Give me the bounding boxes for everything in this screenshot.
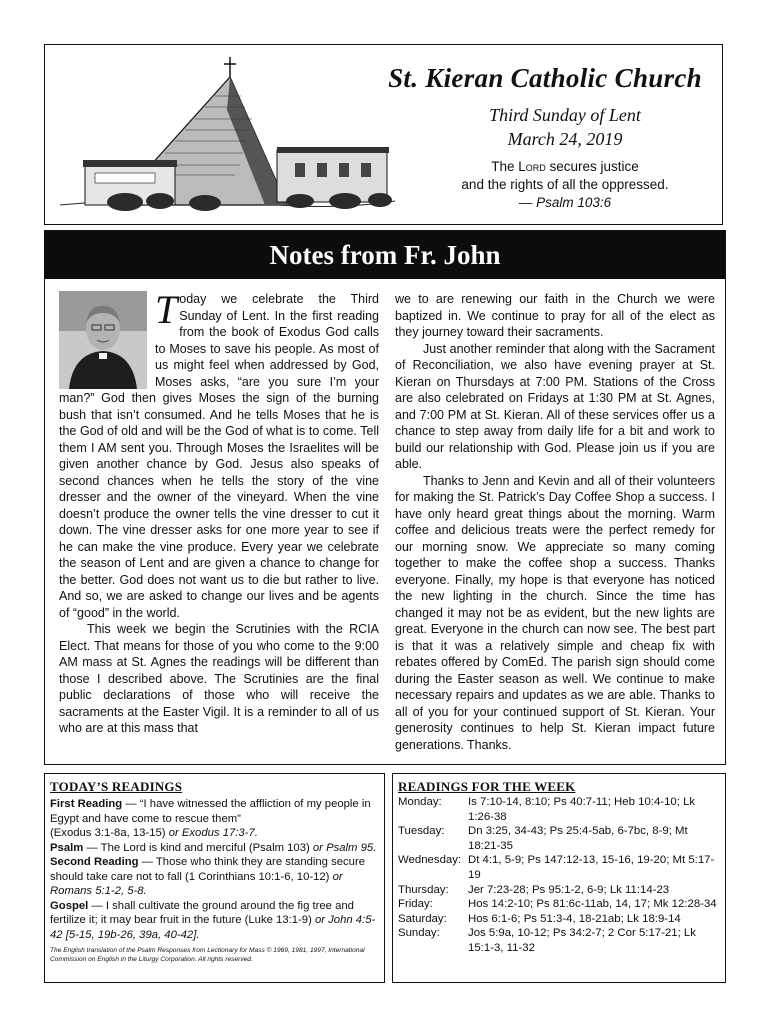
week-reading-row: Wednesday: Dt 4:1, 5-9; Ps 147:12-13, 15-16, 19-20; Mt 5:17-19: [398, 854, 715, 881]
notes-banner: [45, 231, 725, 279]
week-reading-row: Friday: Hos 14:2-10; Ps 81:6c-11ab, 14, 17; Mk 12:28-34: [398, 898, 717, 911]
notes-section: [44, 230, 726, 765]
psalm-reading: Psalm — The Lord is kind and merciful (Psalm 103) or Psalm 95.: [50, 841, 377, 854]
week-reading-row: Sunday: Jos 5:9a, 10-12; Ps 34:2-7; 2 Cor 5:17-21; Lk 15:1-3, 11-32: [398, 927, 696, 954]
notes-paragraph: Just another reminder that along with the Sacrament of Reconciliation, we also have evening prayer at St. Kieran on Thursdays at 7:00 PM. Stations of the Cross are also celebrated on Fridays at 1:30 PM at St. Agnes, and 7:00 PM at St. Kieran. All of these services offer us a chance to step away from daily life for a bit and work to build our relationship with God. Please join us if you are able.: [395, 341, 715, 471]
week-readings-box: [392, 773, 726, 983]
todays-readings-text: [50, 797, 379, 942]
bulletin-date: March 24, 2019: [507, 129, 623, 149]
todays-readings-heading: TODAY’S READINGS: [50, 779, 183, 794]
gospel-reading: Gospel — I shall cultivate the ground around the fig tree and fertilize it; it may bear fruit in the future (Luke 13:1-9) or John 4:5-42 [5-15, 19b-26, 39a, 40-42].: [50, 899, 376, 941]
notes-column-left: [59, 287, 379, 737]
notes-title: Notes from Fr. John: [269, 239, 501, 270]
week-readings-heading: READINGS FOR THE WEEK: [398, 779, 576, 794]
bulletin-header: [44, 44, 723, 225]
week-reading-row: Thursday: Jer 7:23-28; Ps 95:1-2, 6-9; Lk 11:14-23: [398, 883, 670, 896]
second-reading: Second Reading — Those who think they are standing secure should take care not to fall (1 Corinthians 10:1-6, 10-12) or Romans 5:1-2, 5-8.: [50, 856, 365, 897]
week-reading-row: Monday: Is 7:10-14, 8:10; Ps 40:7-11; Heb 10:4-10; Lk 1:26-38: [398, 796, 696, 823]
psalm-citation: — Psalm 103:6: [518, 195, 612, 210]
week-reading-row: Saturday: Hos 6:1-6; Ps 51:3-4, 18-21ab; Lk 18:9-14: [398, 912, 681, 925]
week-reading-row: Tuesday: Dn 3:25, 34-43; Ps 25:4-5ab, 6-7bc, 8-9; Mt 18:21-35: [398, 825, 688, 852]
pastor-photo: [59, 291, 147, 389]
notes-paragraph: This week we begin the Scrutinies with the RCIA Elect. That means for those of you who come to the 9:00 AM mass at St. Agnes the readings will be different than those I described above. The Scrutinies are the final public declarations of those who will receive the sacraments at the Easter Vigil. It is a reminder to all of us who are at this mass that: [59, 622, 379, 735]
copyright-footnote: The English translation of the Psalm Responses from Lectionary for Mass © 1969, 1981, 1997, International Commission on English in the Liturgy Corporation. All rights reserved.: [50, 947, 365, 963]
first-reading: First Reading — “I have witnessed the affliction of my people in Egypt and have come to rescue them” (Exodus 3:1-8a, 13-15) or Exodus 17:3-7.: [50, 798, 371, 839]
notes-paragraph: oday we celebrate the Third Sunday of Lent. In the first reading from the book of Exodus God calls to Moses to save his people. As most of us might feel when addressed by God, Moses asks, “are you sure I’m your man?” God then gives Moses the sign of the burning bush that isn’t consumed. And he tells Moses that he is the God of old and will be the God of what is to come. Tell them I AM sent you. Through Moses the Israelites will be given another chance by God. Jesus also speaks of second chances when he tells the story of the vine dresser and the owner of the vineyard. When the vine doesn’t produce the owner tells the vine dresser to cut it down. The vine dresser asks for one more year to see if he can make the vine produce. Every year we celebrate the season of Lent and are given a chance to change for the better. God does not want us to die but rather to live. And so, we are asked to change our lives and be agents of “good” in the world.: [59, 292, 379, 620]
psalm-line-1: The Lord secures justice: [491, 159, 639, 174]
occasion: Third Sunday of Lent: [489, 105, 641, 125]
notes-paragraph: Thanks to Jenn and Kevin and all of their volunteers for making the St. Patrick’s Day Coffee Shop a success. I have only heard great things about the morning. Warm coffee and delicious treats were the perfect remedy for our morning snow. We appreciate so many coming together to make the coffee shop a success. Thanks everyone. Finally, my hope is that everyone has noticed the new lighting in the church. Since the time has changed it may not be as evident, but the new lights are great. Everyone in the church can now see. The best part is that it was a relatively simple and cheap fix with rebates offered by ComEd. The parish sign should come during the Easter season as well. We continue to make necessary repairs and updates as we are able. Thanks to all of you for your continued support of St. Kieran. Your generosity continues to help St. Kieran impact future generations. Thanks.: [395, 473, 715, 752]
psalm-line-2: and the rights of all the oppressed.: [461, 177, 669, 192]
dropcap-letter: T: [155, 287, 178, 332]
notes-column-right: [395, 291, 715, 753]
todays-readings-box: [44, 773, 385, 983]
notes-paragraph: we to are renewing our faith in the Church we were baptized in. We continue to pray for all of the elect as they journey toward their sacraments.: [395, 292, 715, 339]
church-name: St. Kieran Catholic Church: [388, 63, 702, 93]
